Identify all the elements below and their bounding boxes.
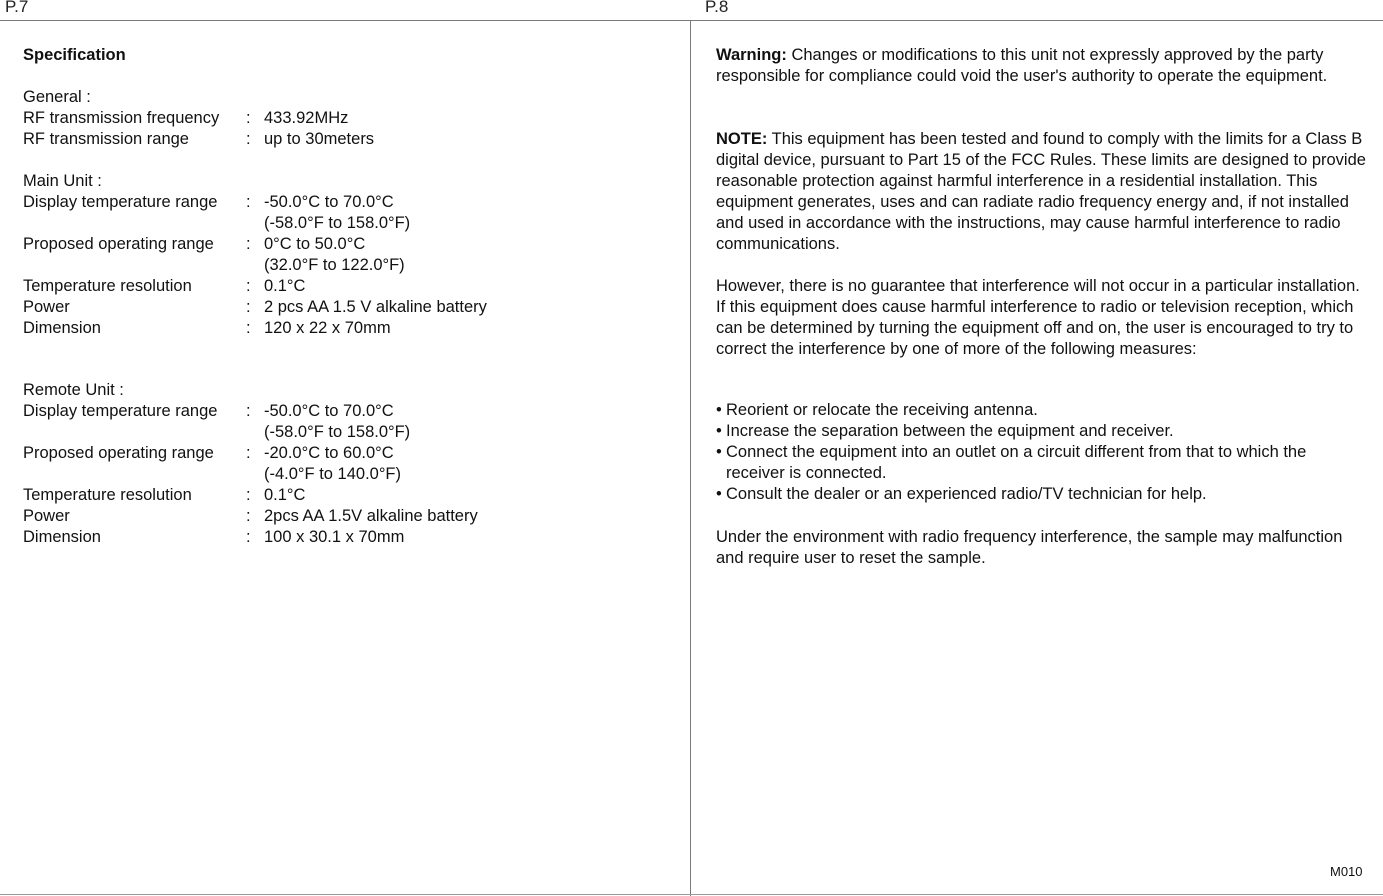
main-display-range-value-f: (-58.0°F to 158.0°F) <box>264 214 411 232</box>
footer-divider <box>0 894 1383 895</box>
warning-paragraph <box>716 45 1366 87</box>
list-item <box>716 442 1366 484</box>
main-resolution-label: Temperature resolution <box>23 277 192 295</box>
list-item-text: Consult the dealer or an experienced radio/TV technician for help. <box>726 485 1207 503</box>
colon: : <box>246 277 251 295</box>
rf-range-value: up to 30meters <box>264 130 375 148</box>
warning-text: Changes or modifications to this unit not expressly approved by the party responsible for compliance could void the user's authority to operate the equipment. <box>716 46 1328 85</box>
list-item <box>716 421 1366 442</box>
environment-paragraph: Under the environment with radio frequency interference, the sample may malfunction and require user to reset the sample. <box>716 528 1343 567</box>
page-divider <box>690 20 691 896</box>
colon: : <box>246 298 251 316</box>
colon: : <box>246 402 251 420</box>
general-heading-label: General : <box>23 88 91 106</box>
colon: : <box>246 528 251 546</box>
bullet-icon: • <box>716 485 722 503</box>
main-dimension-value: 120 x 22 x 70mm <box>264 319 391 337</box>
list-item <box>716 484 1366 505</box>
colon: : <box>246 319 251 337</box>
main-display-range-value: -50.0°C to 70.0°C <box>264 193 394 211</box>
note-paragraph <box>716 129 1366 255</box>
remote-resolution-label: Temperature resolution <box>23 486 192 504</box>
remote-operating-range-label: Proposed operating range <box>23 444 214 462</box>
rf-range-label: RF transmission range <box>23 130 189 148</box>
note-label: NOTE: <box>716 130 768 148</box>
bullet-icon: • <box>716 422 722 440</box>
main-power-label: Power <box>23 298 70 316</box>
list-item-text: Reorient or relocate the receiving antenna. <box>726 401 1038 419</box>
remote-display-range-label: Display temperature range <box>23 402 218 420</box>
remote-display-range-value: -50.0°C to 70.0°C <box>264 402 394 420</box>
measures-list <box>716 400 1366 505</box>
list-item-text: Connect the equipment into an outlet on a circuit different from that to which the receiver is connected. <box>726 443 1307 482</box>
header-divider <box>0 20 1383 21</box>
colon: : <box>246 235 251 253</box>
colon: : <box>246 444 251 462</box>
however-paragraph: However, there is no guarantee that interference will not occur in a particular installation. If this equipment does cause harmful interference to radio or television reception, which can be determined by turning the equipment off and on, the user is encouraged to try to correct the interference by one of more of the following measures: <box>716 277 1360 358</box>
remote-power-label: Power <box>23 507 70 525</box>
rf-frequency-label: RF transmission frequency <box>23 109 220 127</box>
main-display-range-label: Display temperature range <box>23 193 218 211</box>
main-resolution-value: 0.1°C <box>264 277 306 295</box>
rf-frequency-value: 433.92MHz <box>264 109 349 127</box>
bullet-icon: • <box>716 401 722 419</box>
list-item-text: Increase the separation between the equipment and receiver. <box>726 422 1174 440</box>
main-operating-range-value-f: (32.0°F to 122.0°F) <box>264 256 405 274</box>
remote-operating-range-value: -20.0°C to 60.0°C <box>264 444 394 462</box>
model-code: M010 <box>1330 864 1363 879</box>
remote-dimension-value: 100 x 30.1 x 70mm <box>264 528 405 546</box>
main-unit-heading-label: Main Unit : <box>23 172 102 190</box>
main-dimension-label: Dimension <box>23 319 101 337</box>
warning-label: Warning: <box>716 46 787 64</box>
remote-resolution-value: 0.1°C <box>264 486 306 504</box>
spec-title: Specification <box>23 46 126 64</box>
remote-dimension-label: Dimension <box>23 528 101 546</box>
colon: : <box>246 130 251 148</box>
colon: : <box>246 486 251 504</box>
remote-operating-range-value-f: (-4.0°F to 140.0°F) <box>264 465 401 483</box>
page-number-right: P.8 <box>705 0 729 16</box>
main-operating-range-value: 0°C to 50.0°C <box>264 235 366 253</box>
remote-display-range-value-f: (-58.0°F to 158.0°F) <box>264 423 411 441</box>
note-text: This equipment has been tested and found to comply with the limits for a Class B digital device, pursuant to Part 15 of the FCC Rules. These limits are designed to provide reasonable protection against harmful interference in a residential installation. This equipment generates, uses and can radiate radio frequency energy and, if not installed and used in accordance with the instructions, may cause harmful interference to radio communications. <box>716 130 1366 253</box>
bullet-icon: • <box>716 443 722 461</box>
main-operating-range-label: Proposed operating range <box>23 235 214 253</box>
page-number-left: P.7 <box>5 0 29 16</box>
colon: : <box>246 507 251 525</box>
remote-unit-heading-label: Remote Unit : <box>23 381 124 399</box>
list-item <box>716 400 1366 421</box>
colon: : <box>246 193 251 211</box>
colon: : <box>246 109 251 127</box>
main-power-value: 2 pcs AA 1.5 V alkaline battery <box>264 298 487 316</box>
remote-power-value: 2pcs AA 1.5V alkaline battery <box>264 507 478 525</box>
